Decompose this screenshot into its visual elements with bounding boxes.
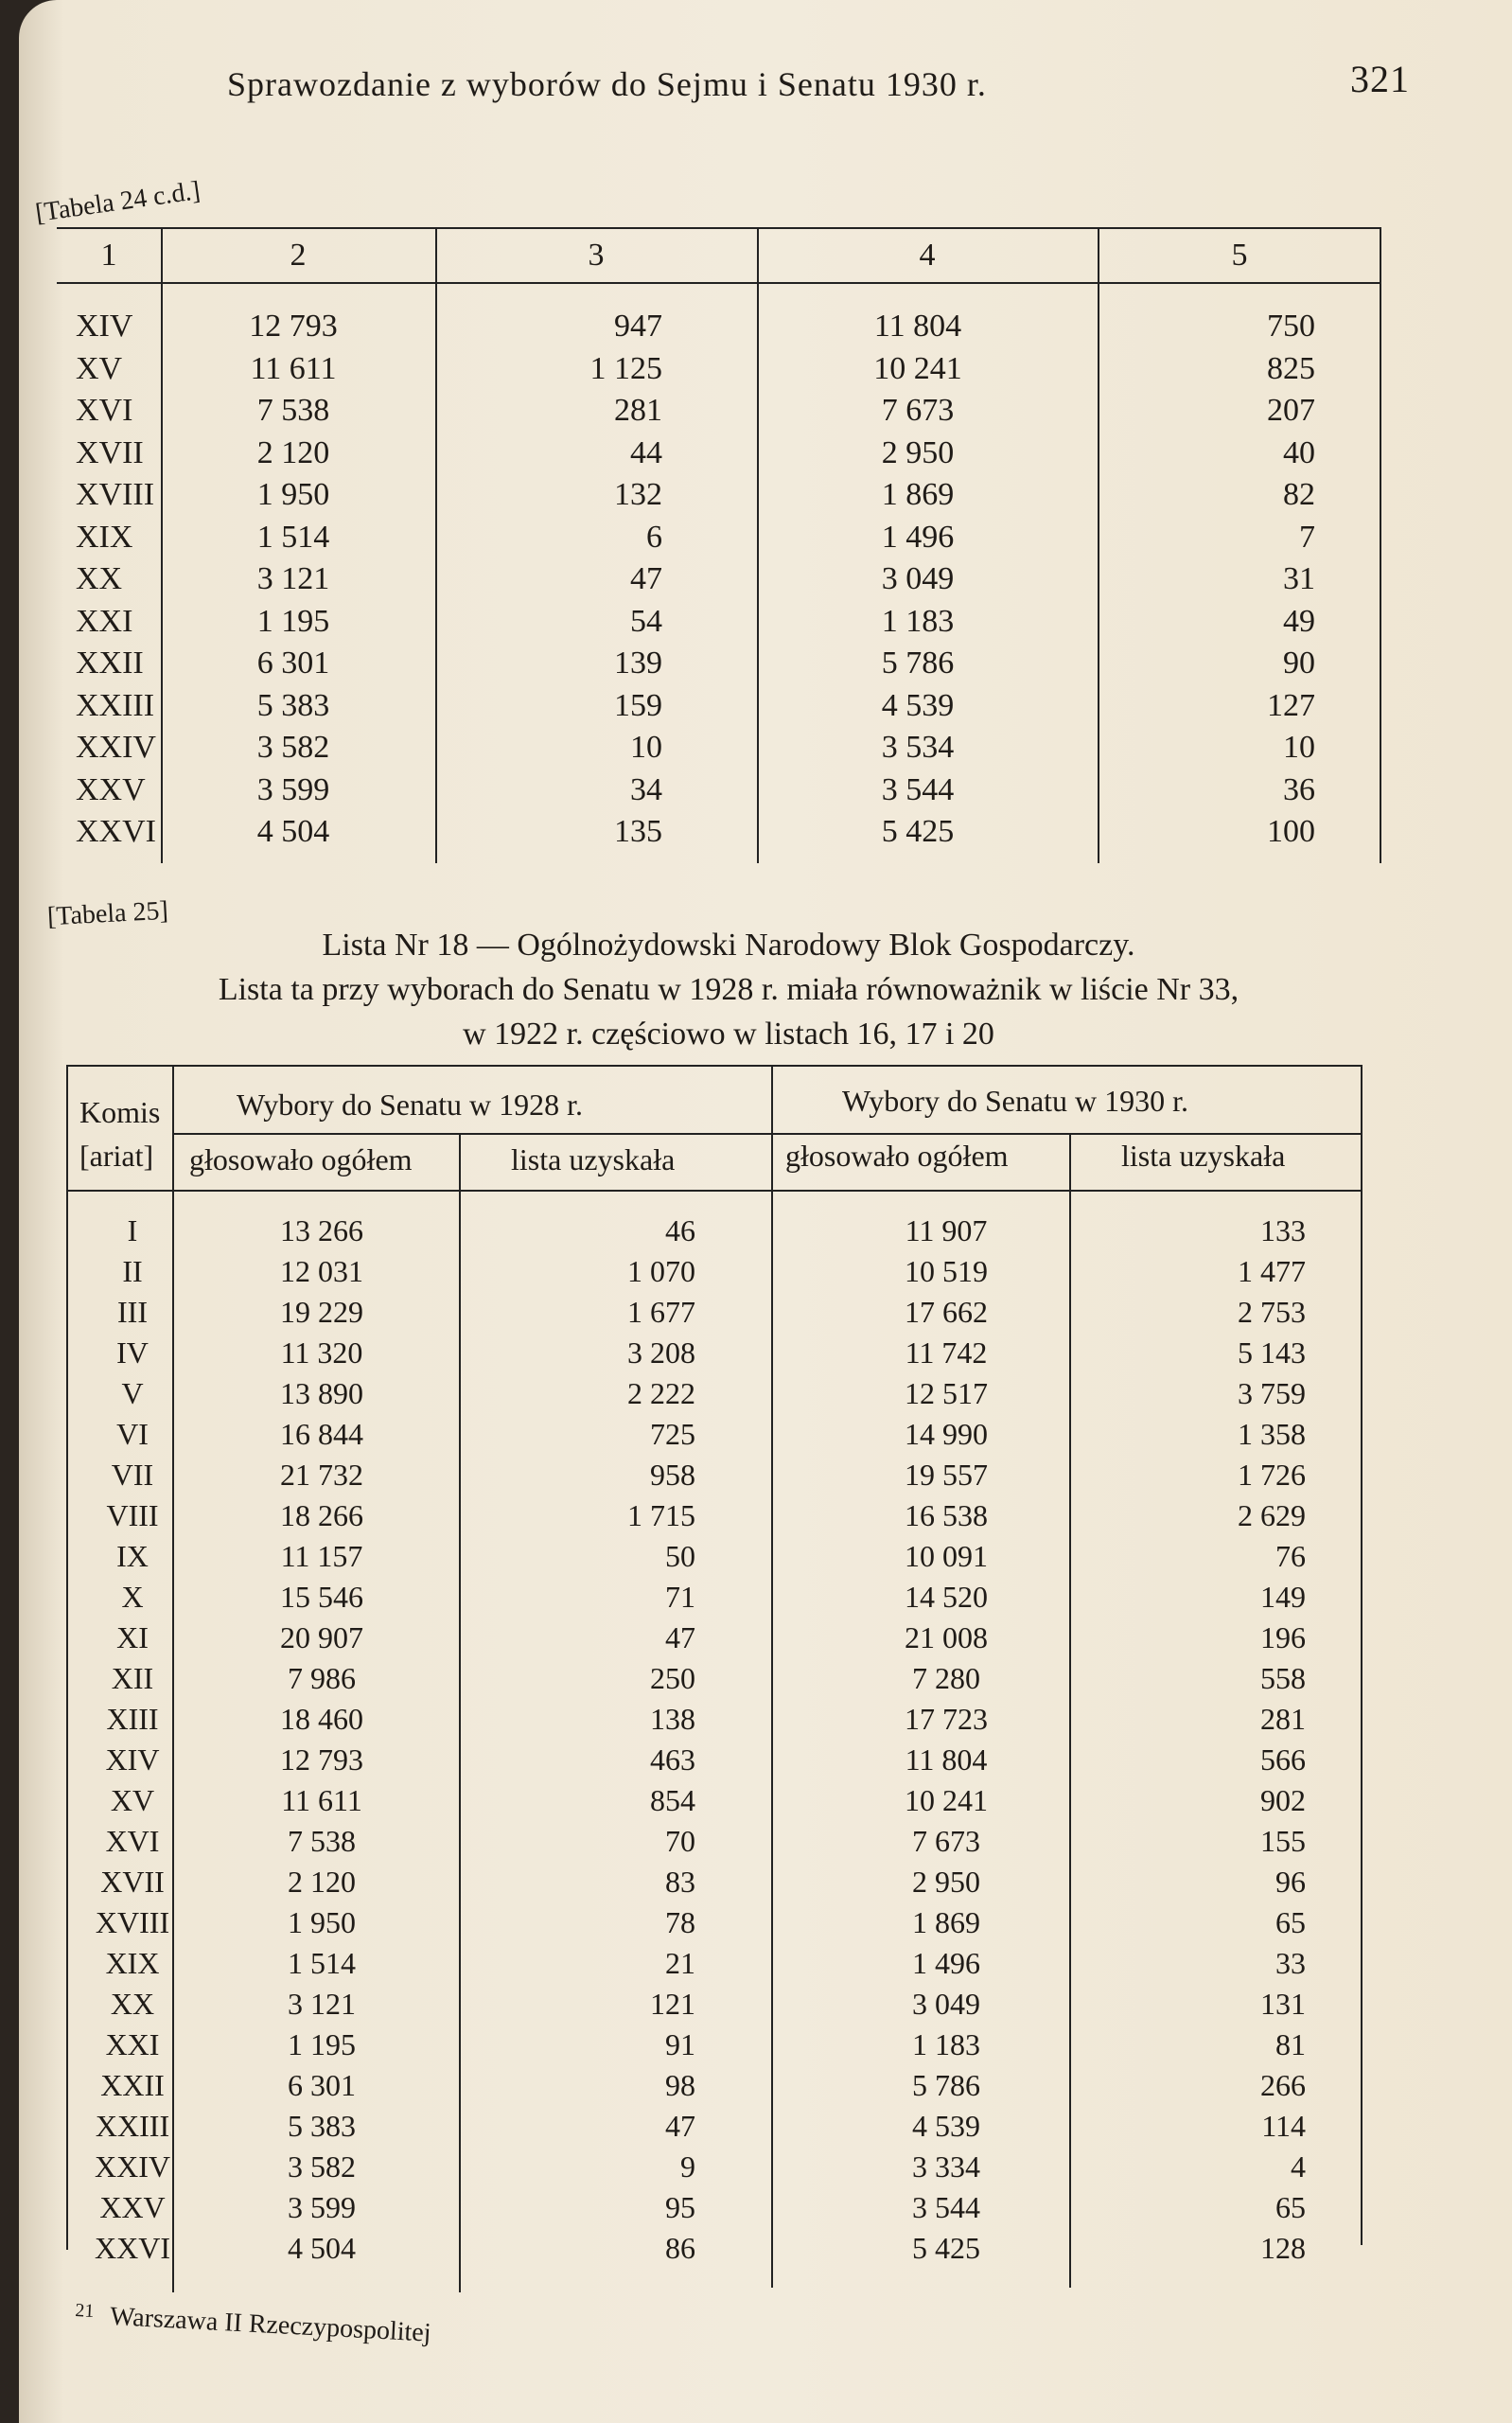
table-25-cell: 131: [1260, 1987, 1306, 2021]
table-25-cell: 1 195: [288, 2027, 356, 2061]
table-24-cell: 3 599: [256, 771, 330, 807]
table-25-cell: 91: [665, 2027, 695, 2061]
table-25-cell: 558: [1260, 1661, 1306, 1695]
table-25-cell: 98: [665, 2068, 695, 2102]
table-24-cell: XXI: [76, 603, 133, 639]
table-24-row: [57, 814, 1381, 857]
page-footer: [74, 2300, 431, 2349]
table-24-cell: 10: [630, 730, 662, 765]
table-24-row: [57, 477, 1381, 520]
table-25-cell: 12 793: [280, 1742, 363, 1777]
table-25-cell: 463: [650, 1742, 695, 1777]
table-25-cell: 7 538: [288, 1824, 356, 1858]
table-24-cell: 3 049: [881, 561, 955, 596]
table-24-header-col4: 4: [919, 238, 936, 273]
table-25-row: [66, 2027, 1363, 2068]
table-25-row: [66, 1580, 1363, 1620]
table-25-cell: 11 804: [905, 1742, 988, 1777]
table-25-cell: 1 496: [912, 1946, 980, 1980]
table-25-cell: XXII: [100, 2068, 165, 2102]
table-25-cell: 6 301: [288, 2068, 356, 2102]
table-24-cell: 3 121: [256, 561, 330, 596]
table-25-row: [66, 1783, 1363, 1824]
table-24-cell: 90: [1283, 646, 1315, 681]
table-25-cell: XII: [111, 1661, 154, 1695]
table-24-row: [57, 604, 1381, 646]
table-25-title: [76, 923, 1381, 1056]
table-24-cell: 3 544: [881, 771, 955, 807]
table-25-cell: 11 742: [905, 1335, 988, 1370]
table-25-cell: 1 726: [1238, 1458, 1306, 1492]
table-24-cell: 1 496: [881, 519, 955, 555]
page-number: 321: [1350, 58, 1410, 100]
table-25-cell: 65: [1275, 1905, 1306, 1939]
signature-mark: 21: [74, 2300, 95, 2323]
table-25-row: [66, 1335, 1363, 1376]
table-25-cell: 566: [1260, 1742, 1306, 1777]
table-24-cell: 127: [1267, 687, 1315, 723]
table-24-cell: 5 425: [881, 814, 955, 849]
table-24-cell: 47: [630, 561, 662, 596]
table-25-cell: 14 990: [905, 1417, 988, 1451]
table-25-row: [66, 2149, 1363, 2190]
table-25-row: [66, 1498, 1363, 1539]
table-25-cell: 3 121: [288, 1987, 356, 2021]
table-24-cell: 750: [1267, 309, 1315, 344]
table-24-cell: 6 301: [256, 646, 330, 681]
table-25-cell: 33: [1275, 1946, 1306, 1980]
table-24-cell: 12 793: [249, 309, 338, 344]
table-24-cell: 2 950: [881, 434, 955, 470]
table-25-cell: 16 538: [905, 1498, 988, 1532]
table-25-row: [66, 1946, 1363, 1987]
footer-book-title: Warszawa II Rzeczypospolitej: [109, 2301, 432, 2348]
table-24-row: [57, 520, 1381, 562]
table-24-cell: 139: [614, 646, 662, 681]
table-25-cell: 12 517: [905, 1376, 988, 1410]
table-24-cell: 36: [1283, 771, 1315, 807]
table-25-row: [66, 1865, 1363, 1905]
table-25-cell: 7 280: [912, 1661, 980, 1695]
table-25-header-komis-bracket: [ariat]: [79, 1139, 154, 1173]
table-24-cell: 40: [1283, 434, 1315, 470]
table-25-cell: 1 358: [1238, 1417, 1306, 1451]
table-25-cell: XV: [110, 1783, 155, 1817]
table-25-cell: 10 091: [905, 1539, 988, 1573]
table-24-cell: 5 383: [256, 687, 330, 723]
table-24-row: [57, 646, 1381, 688]
table-25-row: [66, 1295, 1363, 1335]
table-25-row: [66, 1539, 1363, 1580]
table-24: [57, 227, 1381, 863]
table-25-cell: 1 183: [912, 2027, 980, 2061]
table-24-cell: 4 539: [881, 687, 955, 723]
table-24-header-col5: 5: [1231, 238, 1248, 273]
table-25-cell: 725: [650, 1417, 695, 1451]
table-25-cell: 133: [1260, 1213, 1306, 1247]
table-25-cell: 86: [665, 2231, 695, 2265]
table-24-cell: 281: [614, 393, 662, 428]
table-24-row: [57, 561, 1381, 604]
table-24-cell: 82: [1283, 477, 1315, 512]
table-25-cell: 11 320: [280, 1335, 363, 1370]
table-25-cell: 7 673: [912, 1824, 980, 1858]
table-25-cell: XVIII: [95, 1905, 170, 1939]
table-24-header-row: [57, 229, 1381, 284]
table-25-row: [66, 1458, 1363, 1498]
table-25-cell: 20 907: [280, 1620, 363, 1654]
table-25-cell: 1 070: [627, 1254, 695, 1288]
table-24-label: [Tabela 24 c.d.]: [33, 175, 202, 229]
table-24-cell: 11 611: [250, 350, 337, 386]
table-25-cell: 1 869: [912, 1905, 980, 1939]
table-25-row: [66, 1905, 1363, 1946]
table-25-cell: 13 266: [280, 1213, 363, 1247]
table-24-cell: 6: [646, 519, 662, 555]
table-24-cell: 7 673: [881, 393, 955, 428]
table-25-cell: XIX: [105, 1946, 160, 1980]
table-24-cell: 947: [614, 309, 662, 344]
table-24-cell: XXIV: [76, 730, 156, 765]
table-24-cell: XX: [76, 561, 123, 596]
book-page: [19, 0, 1512, 2423]
table-25-cell: 14 520: [905, 1580, 988, 1614]
table-25-cell: 3 544: [912, 2190, 980, 2224]
table-24-cell: 2 120: [256, 434, 330, 470]
table-24-cell: XXII: [76, 646, 144, 681]
table-25-row: [66, 1620, 1363, 1661]
table-25-sub-total-1930: głosowało ogółem: [785, 1139, 1009, 1173]
table-25-title-line3: w 1922 r. częściowo w listach 16, 17 i 20: [463, 1017, 994, 1052]
table-25-cell: 5 786: [912, 2068, 980, 2102]
table-25-cell: X: [121, 1580, 144, 1614]
table-24-cell: 159: [614, 687, 662, 723]
table-25-cell: IV: [116, 1335, 149, 1370]
table-25-cell: 3 208: [627, 1335, 695, 1370]
table-24-header-col3: 3: [588, 238, 605, 273]
table-25-cell: XXV: [99, 2190, 166, 2224]
table-25-cell: XIII: [106, 1702, 159, 1736]
table-25-cell: 10 241: [905, 1783, 988, 1817]
table-25-cell: 266: [1260, 2068, 1306, 2102]
table-25-cell: 47: [665, 1620, 695, 1654]
table-24-cell: 207: [1267, 393, 1315, 428]
table-24-cell: 100: [1267, 814, 1315, 849]
table-25-cell: XXI: [105, 2027, 160, 2061]
table-25-cell: XVI: [105, 1824, 160, 1858]
table-24-cell: 34: [630, 771, 662, 807]
table-25-cell: 81: [1275, 2027, 1306, 2061]
table-25-cell: XXIII: [95, 2109, 170, 2143]
running-title: Sprawozdanie z wyborów do Sejmu i Senatu 1930 r.: [227, 65, 987, 103]
table-25-cell: 17 662: [905, 1295, 988, 1329]
table-25-cell: 3 759: [1238, 1376, 1306, 1410]
table-25-cell: 3 582: [288, 2149, 356, 2184]
table-25-cell: 83: [665, 1865, 695, 1899]
page-header: [227, 57, 1410, 114]
table-25-cell: XI: [116, 1620, 149, 1654]
table-25-cell: III: [117, 1295, 148, 1329]
table-25-cell: 196: [1260, 1620, 1306, 1654]
table-25-sub-total-1928: głosowało ogółem: [189, 1142, 413, 1176]
table-25-cell: 958: [650, 1458, 695, 1492]
table-24-cell: XVII: [76, 434, 144, 470]
table-25-row: [66, 1417, 1363, 1458]
table-24-cell: 1 869: [881, 477, 955, 512]
table-25: [66, 1065, 1363, 2292]
table-24-row: [57, 393, 1381, 435]
table-24-row: [57, 772, 1381, 815]
table-24-cell: 10 241: [873, 350, 962, 386]
table-24-row: [57, 730, 1381, 772]
table-25-row: [66, 2231, 1363, 2272]
table-24-cell: 31: [1283, 561, 1315, 596]
table-25-cell: 281: [1260, 1702, 1306, 1736]
table-24-row: [57, 688, 1381, 731]
table-25-row: [66, 1376, 1363, 1417]
table-25-cell: 18 460: [280, 1702, 363, 1736]
table-24-row: [57, 351, 1381, 394]
table-24-cell: XXVI: [76, 814, 156, 849]
table-24-cell: 3 582: [256, 730, 330, 765]
table-25-cell: 149: [1260, 1580, 1306, 1614]
table-25-cell: 18 266: [280, 1498, 363, 1532]
table-25-header-rule: [172, 1133, 1363, 1135]
table-25-cell: 16 844: [280, 1417, 363, 1451]
table-25-cell: 5 383: [288, 2109, 356, 2143]
table-25-cell: XXVI: [95, 2231, 170, 2265]
table-24-cell: 1 950: [256, 477, 330, 512]
table-24-cell: 3 534: [881, 730, 955, 765]
table-25-cell: IX: [116, 1539, 149, 1573]
table-24-cell: XXV: [76, 771, 146, 807]
table-25-row: [66, 1213, 1363, 1254]
table-24-header-col2: 2: [290, 238, 307, 273]
table-25-cell: 70: [665, 1824, 695, 1858]
table-25-label: [Tabela 25]: [46, 895, 169, 932]
table-25-cell: 2 222: [627, 1376, 695, 1410]
table-24-cell: 825: [1267, 350, 1315, 386]
table-24-row: [57, 435, 1381, 478]
table-24-cell: XVIII: [76, 477, 155, 512]
table-25-cell: 78: [665, 1905, 695, 1939]
table-25-cell: XXIV: [95, 2149, 170, 2184]
table-25-cell: 3 334: [912, 2149, 980, 2184]
table-24-cell: 7 538: [256, 393, 330, 428]
table-25-row: [66, 1661, 1363, 1702]
table-25-cell: 95: [665, 2190, 695, 2224]
table-25-cell: 76: [1275, 1539, 1306, 1573]
table-25-cell: 5 143: [1238, 1335, 1306, 1370]
table-25-header-1930: Wybory do Senatu w 1930 r.: [842, 1084, 1189, 1118]
table-25-cell: 11 907: [905, 1213, 988, 1247]
table-25-cell: II: [122, 1254, 143, 1288]
table-24-cell: 1 195: [256, 603, 330, 639]
table-25-row: [66, 2068, 1363, 2109]
table-25-cell: 138: [650, 1702, 695, 1736]
table-24-cell: 1 125: [589, 350, 662, 386]
table-25-cell: 114: [1261, 2109, 1306, 2143]
table-24-cell: XIV: [76, 309, 133, 344]
table-24-cell: 10: [1283, 730, 1315, 765]
table-24-cell: 11 804: [873, 309, 962, 344]
table-25-cell: 1 514: [288, 1946, 356, 1980]
table-25-cell: 19 229: [280, 1295, 363, 1329]
table-25-cell: 1 477: [1238, 1254, 1306, 1288]
table-24-cell: 49: [1283, 603, 1315, 639]
table-24-cell: 1 183: [881, 603, 955, 639]
table-25-cell: 9: [680, 2149, 695, 2184]
table-25-cell: 7 986: [288, 1661, 356, 1695]
table-25-sub-list-1930: lista uzyskała: [1121, 1139, 1286, 1173]
table-25-cell: 21: [665, 1946, 695, 1980]
table-25-cell: 4 504: [288, 2231, 356, 2265]
table-25-cell: 47: [665, 2109, 695, 2143]
table-25-row: [66, 2190, 1363, 2231]
table-25-cell: 121: [650, 1987, 695, 2021]
table-25-cell: 2 120: [288, 1865, 356, 1899]
table-24-cell: 5 786: [881, 646, 955, 681]
table-25-cell: XVII: [100, 1865, 165, 1899]
table-25-cell: 1 950: [288, 1905, 356, 1939]
table-24-cell: 132: [614, 477, 662, 512]
table-25-row: [66, 1254, 1363, 1295]
table-25-cell: 17 723: [905, 1702, 988, 1736]
table-25-cell: 19 557: [905, 1458, 988, 1492]
table-25-cell: 13 890: [280, 1376, 363, 1410]
table-24-header-col1: 1: [100, 238, 117, 273]
table-24-cell: 54: [630, 603, 662, 639]
table-25-cell: XIV: [105, 1742, 160, 1777]
table-25-cell: 2 629: [1238, 1498, 1306, 1532]
table-25-cell: 2 950: [912, 1865, 980, 1899]
table-25-header-1928: Wybory do Senatu w 1928 r.: [237, 1088, 584, 1122]
table-25-cell: 1 715: [627, 1498, 695, 1532]
table-25-sub-list-1928: lista uzyskała: [511, 1142, 676, 1176]
table-25-cell: 902: [1260, 1783, 1306, 1817]
table-25-cell: VIII: [106, 1498, 159, 1532]
table-24-cell: XIX: [76, 519, 133, 555]
table-25-cell: VI: [116, 1417, 149, 1451]
table-25-cell: 3 599: [288, 2190, 356, 2224]
table-24-cell: 1 514: [256, 519, 330, 555]
table-25-cell: 128: [1260, 2231, 1306, 2265]
table-25-cell: 50: [665, 1539, 695, 1573]
table-25-cell: XX: [110, 1987, 155, 2021]
table-25-cell: V: [121, 1376, 144, 1410]
table-25-title-line2: Lista ta przy wyborach do Senatu w 1928 r. miała równoważnik w liście Nr 33,: [218, 972, 1239, 1007]
table-25-cell: 2 753: [1238, 1295, 1306, 1329]
table-24-cell: 44: [630, 434, 662, 470]
table-24-cell: XV: [76, 350, 123, 386]
table-25-cell: 21 008: [905, 1620, 988, 1654]
table-24-cell: 135: [614, 814, 662, 849]
table-24-cell: 7: [1299, 519, 1315, 555]
table-25-title-line1: Lista Nr 18 — Ogólnożydowski Narodowy Blok Gospodarczy.: [322, 928, 1135, 963]
table-25-row: [66, 1702, 1363, 1742]
table-25-cell: 11 611: [281, 1783, 362, 1817]
table-25-header-rule: [66, 1190, 1363, 1192]
table-24-row: [57, 309, 1381, 351]
table-25-cell: 1 677: [627, 1295, 695, 1329]
table-25-cell: 21 732: [280, 1458, 363, 1492]
table-25-cell: 10 519: [905, 1254, 988, 1288]
table-25-cell: 15 546: [280, 1580, 363, 1614]
table-25-row: [66, 1742, 1363, 1783]
table-25-row: [66, 2109, 1363, 2149]
table-25-cell: 4: [1291, 2149, 1306, 2184]
table-25-cell: 250: [650, 1661, 695, 1695]
table-25-cell: 71: [665, 1580, 695, 1614]
table-25-row: [66, 1987, 1363, 2027]
table-25-cell: 155: [1260, 1824, 1306, 1858]
table-25-cell: 3 049: [912, 1987, 980, 2021]
table-25-row: [66, 1824, 1363, 1865]
table-24-cell: 4 504: [256, 814, 330, 849]
table-25-cell: I: [127, 1213, 138, 1247]
table-25-cell: 65: [1275, 2190, 1306, 2224]
table-25-header-komis: Komis: [79, 1095, 161, 1129]
table-25-cell: 96: [1275, 1865, 1306, 1899]
table-25-cell: 854: [650, 1783, 695, 1817]
table-25-cell: 11 157: [280, 1539, 363, 1573]
table-25-cell: 5 425: [912, 2231, 980, 2265]
table-24-cell: XXIII: [76, 687, 155, 723]
table-25-cell: 12 031: [280, 1254, 363, 1288]
table-25-cell: 46: [665, 1213, 695, 1247]
table-25-cell: 4 539: [912, 2109, 980, 2143]
table-24-cell: XVI: [76, 393, 133, 428]
table-25-cell: VII: [111, 1458, 154, 1492]
